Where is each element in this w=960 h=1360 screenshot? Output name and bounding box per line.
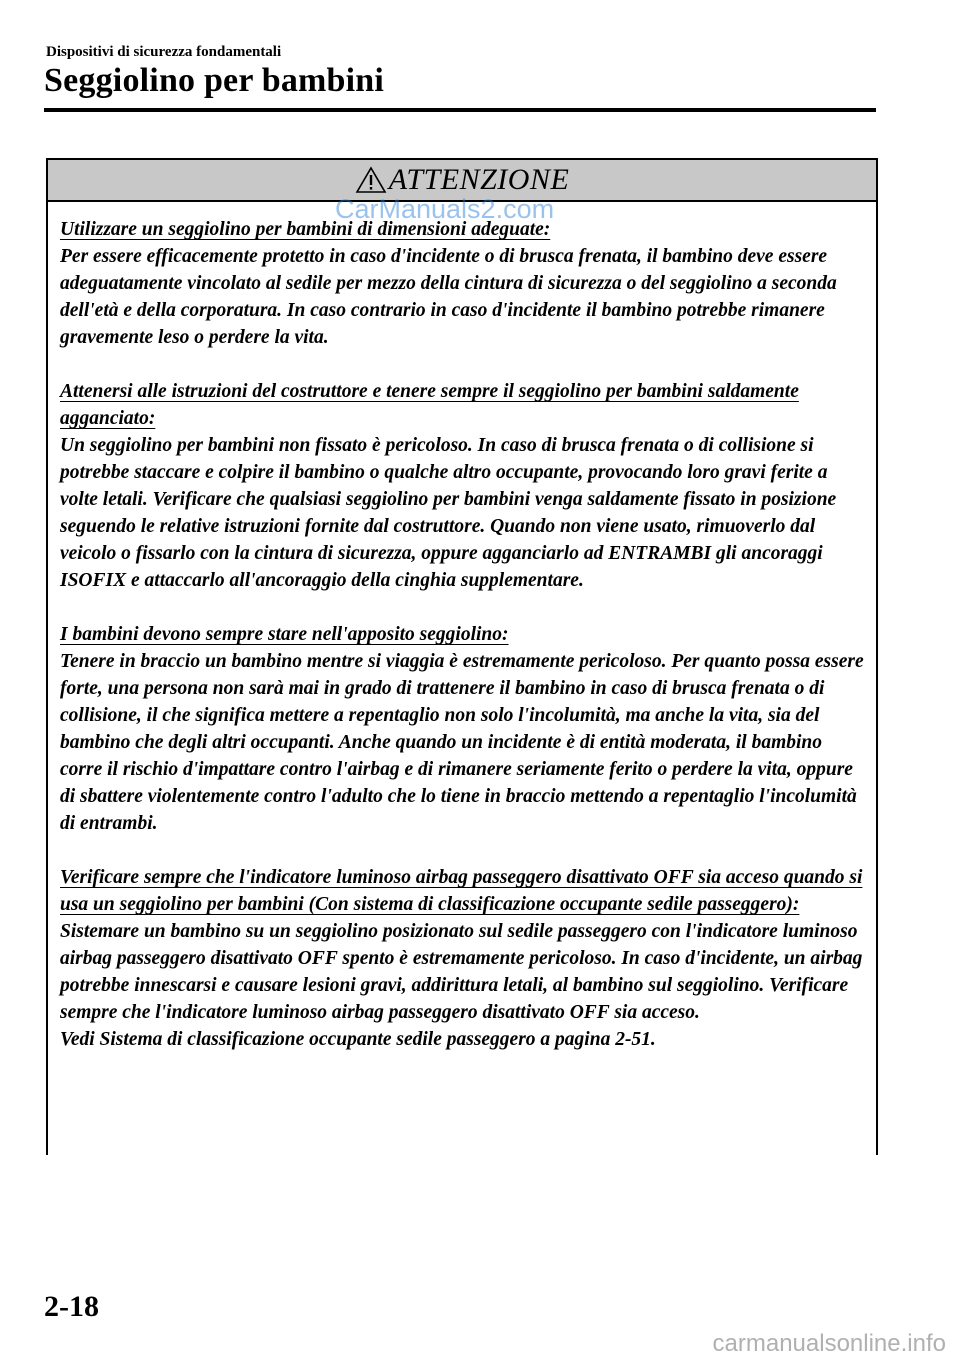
warning-paragraph-4	[60, 864, 866, 1053]
watermark-top: CarManuals2.com	[335, 194, 555, 224]
page-title: Seggiolino per bambini	[44, 62, 385, 99]
section-label: Dispositivi di sicurezza fondamentali	[46, 44, 282, 60]
warning-box	[46, 158, 878, 1155]
watermark-bottom: carmanualsonline.info	[712, 1330, 946, 1357]
warning-paragraph-2	[60, 378, 866, 594]
warning-paragraph-3	[60, 621, 866, 837]
paragraph-text: Un seggiolino per bambini non fissato è pericoloso. In caso di brusca frenata o di collisione si potrebbe staccare e colpire il bambino o qualche altro occupante, provocando loro gravi ferite a volte letali. Verificare che qualsiasi seggiolino per bambini venga saldamente fissato in posizione seguendo le relative istruzioni fornite dal costruttore. Quando non viene usato, rimuoverlo dal veicolo o fissarlo con la cintura di sicurezza, oppure agganciarlo ad ENTRAMBI gli ancoraggi ISOFIX e attaccarlo all'ancoraggio della cinghia supplementare.	[60, 435, 837, 591]
page-number: 2-18	[44, 1290, 99, 1323]
paragraph-heading: Attenersi alle istruzioni del costruttore e tenere sempre il seggiolino per bambini saldamente agganciato:	[60, 381, 799, 429]
paragraph-heading: Utilizzare un seggiolino per bambini di dimensioni adeguate:	[60, 219, 551, 240]
paragraph-heading: I bambini devono sempre stare nell'apposito seggiolino:	[60, 624, 509, 645]
warning-body	[48, 202, 876, 1053]
page-reference-text: Vedi Sistema di classificazione occupante sedile passeggero a pagina 2-51.	[60, 1029, 656, 1050]
paragraph-text: Per essere efficacemente protetto in caso d'incidente o di brusca frenata, il bambino deve essere adeguatamente vincolato al sedile per mezzo della cintura di sicurezza o del seggiolino a seconda dell'età e della corporatura. In caso contrario in caso d'incidente il bambino potrebbe rimanere gravemente leso o perdere la vita.	[60, 246, 837, 348]
warning-title: ATTENZIONE	[388, 163, 570, 196]
warning-triangle-icon	[355, 166, 387, 194]
title-rule	[44, 108, 876, 112]
paragraph-text: Tenere in braccio un bambino mentre si viaggia è estremamente pericoloso. Per quanto possa essere forte, una persona non sarà mai in grado di trattenere il bambino in caso di brusca frenata o di collisione, il che significa mettere a repentaglio non solo l'incolumità, ma anche la vita, sia del bambino che degli altri occupanti. Anche quando un incidente è di entità moderata, il bambino corre il rischio d'impattare contro l'airbag e di rimanere seriamente ferito o perdere la vita, oppure di sbattere violentemente contro l'adulto che lo tiene in braccio mettendo a repentaglio l'incolumità di entrambi.	[60, 651, 864, 834]
paragraph-heading: Verificare sempre che l'indicatore luminoso airbag passeggero disattivato OFF sia acceso quando si usa un seggiolino per bambini (Con sistema di classificazione occupante sedile passeggero):	[60, 867, 863, 915]
warning-paragraph-1	[60, 216, 866, 351]
paragraph-text: Sistemare un bambino su un seggiolino posizionato sul sedile passeggero con l'indicatore luminoso airbag passeggero disattivato OFF spento è estremamente pericoloso. In caso d'incidente, un airbag potrebbe innescarsi e causare lesioni gravi, addirittura letali, al bambino sul seggiolino. Verificare sempre che l'indicatore luminoso airbag passeggero disattivato OFF sia acceso.	[60, 921, 863, 1023]
